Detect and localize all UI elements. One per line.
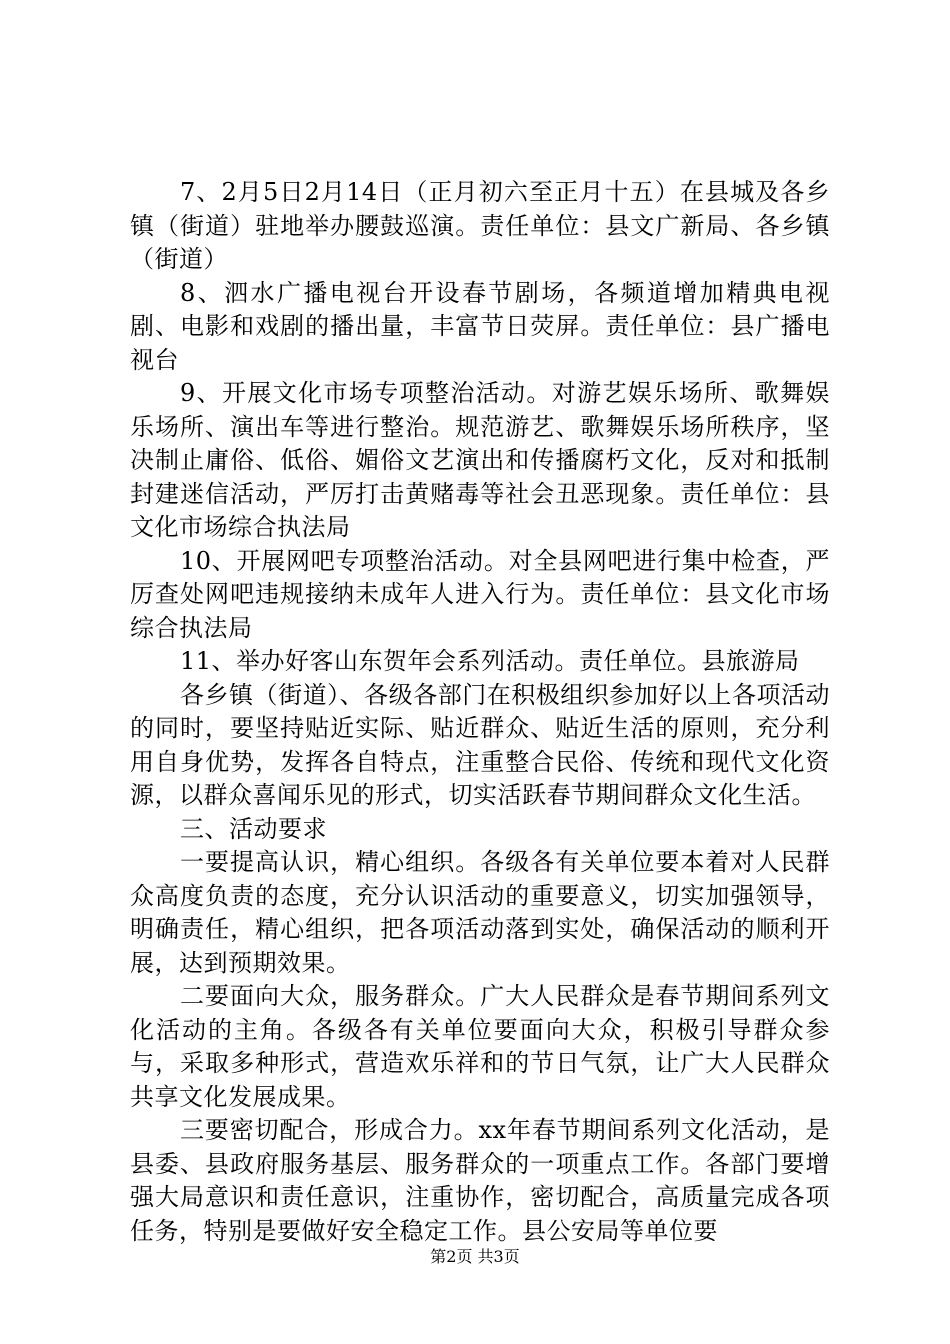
paragraph-item-8: 8、泗水广播电视台开设春节剧场，各频道增加精典电视剧、电影和戏剧的播出量，丰富节日荧屏。责任单位：县广播电视台 <box>130 278 830 374</box>
paragraph-requirement-3: 三要密切配合，形成合力。xx年春节期间系列文化活动，是县委、县政府服务基层、服务群众的一项重点工作。各部门要增强大局意识和责任意识，注重协作，密切配合，高质量完成各项任务，特别是要做好安全稳定工作。县公安局等单位要 <box>130 1116 830 1245</box>
paragraph-summary: 各乡镇（街道）、各级各部门在积极组织参加好以上各项活动的同时，要坚持贴近实际、贴近群众、贴近生活的原则，充分利用自身优势，发挥各自特点，注重整合民俗、传统和现代文化资源，以群众喜闻乐见的形式，切实活跃春节期间群众文化生活。 <box>130 680 830 809</box>
document-body <box>130 176 830 1248</box>
paragraph-item-10: 10、开展网吧专项整治活动。对全县网吧进行集中检查，严厉查处网吧违规接纳未成年人进入行为。责任单位：县文化市场综合执法局 <box>130 546 830 642</box>
section-heading: 三、活动要求 <box>180 814 327 843</box>
paragraph-requirement-1: 一要提高认识，精心组织。各级各有关单位要本着对人民群众高度负责的态度，充分认识活动的重要意义，切实加强领导，明确责任，精心组织，把各项活动落到实处，确保活动的顺利开展，达到预期效果。 <box>130 848 830 977</box>
paragraph-item-7: 7、2月5日2月14日（正月初六至正月十五）在县城及各乡镇（街道）驻地举办腰鼓巡演。责任单位：县文广新局、各乡镇（街道） <box>130 178 830 273</box>
paragraph-requirement-2: 二要面向大众，服务群众。广大人民群众是春节期间系列文化活动的主角。各级各有关单位要面向大众，积极引导群众参与，采取多种形式，营造欢乐祥和的节日气氛，让广大人民群众共享文化发展成果。 <box>130 982 830 1111</box>
page-number-footer: 第2页 共3页 <box>430 1247 520 1266</box>
paragraph-item-9: 9、开展文化市场专项整治活动。对游艺娱乐场所、歌舞娱乐场所、演出车等进行整治。规范游艺、歌舞娱乐场所秩序，坚决制止庸俗、低俗、媚俗文艺演出和传播腐朽文化，反对和抵制封建迷信活动，严厉打击黄赌毒等社会丑恶现象。责任单位：县文化市场综合执法局 <box>130 379 830 541</box>
paragraph-item-11: 11、举办好客山东贺年会系列活动。责任单位。县旅游局 <box>180 647 800 675</box>
